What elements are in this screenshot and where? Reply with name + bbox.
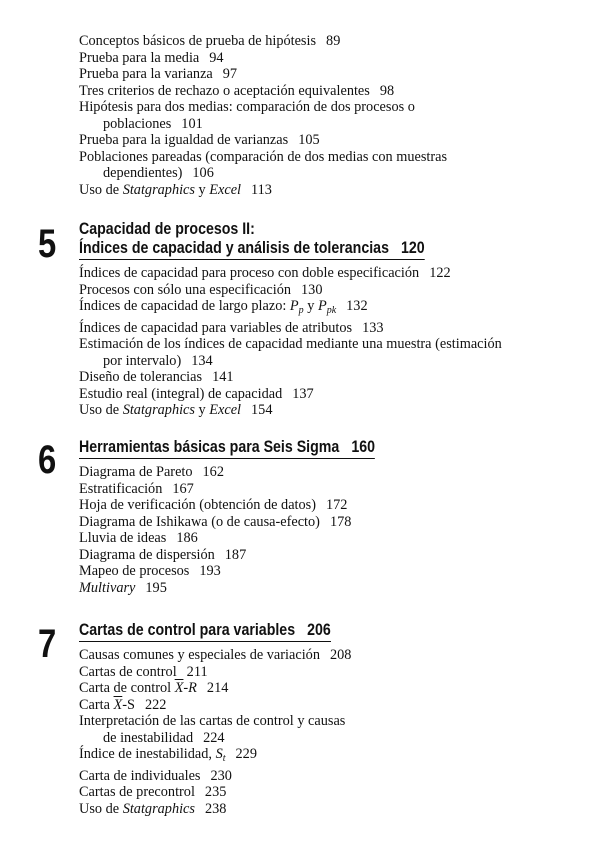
toc-entry: Estimación de los índices de capacidad mediante una muestra (estimación por intervalo) 134: [79, 336, 502, 369]
chapter-entry-list: [79, 647, 569, 817]
toc-entry: Multivary 195: [79, 579, 167, 596]
toc-entry: Procesos con sólo una especificación 130: [79, 281, 323, 298]
chapter-title-line1: Capacidad de procesos II:: [79, 220, 255, 238]
toc-entry: Estratificación 167: [79, 480, 194, 497]
chapter-number: 5: [38, 222, 57, 266]
toc-entry: Cartas de control 211: [79, 663, 208, 680]
toc-entry: Diagrama de Pareto 162: [79, 464, 224, 480]
toc-entry: Interpretación de las cartas de control y causas de inestabilidad 224: [79, 713, 346, 746]
toc-entry: Cartas de precontrol 235: [79, 784, 227, 800]
chapter-entry-list: [79, 464, 569, 596]
toc-entry: Causas comunes y especiales de variación 208: [79, 647, 352, 663]
chapter-6: [38, 438, 578, 608]
toc-entry: Uso de Statgraphics y Excel 113: [79, 181, 272, 198]
toc-entry: Carta $\overline{X}-S$ 222: [79, 696, 167, 713]
toc-entry: Índices de capacidad para proceso con doble especificación 122: [79, 265, 451, 281]
toc-entry: Estudio real (integral) de capacidad 137: [79, 385, 314, 402]
toc-entry: Hoja de verificación (obtención de datos) 172: [79, 497, 348, 513]
toc-entry: Diagrama de Ishikawa (o de causa-efecto) 178: [79, 513, 352, 530]
toc-entry: Índices de capacidad de largo plazo: $P_p$ y $P_{pk}$ 132: [79, 298, 368, 316]
toc-entry: Carta de individuales 230: [79, 767, 232, 784]
toc-entry: Diseño de tolerancias 141: [79, 369, 234, 385]
toc-entry: Prueba para la varianza 97: [79, 66, 238, 82]
toc-entry: Lluvia de ideas 186: [79, 530, 198, 546]
toc-entry: Prueba para la media 94: [79, 49, 224, 66]
toc-entry: Índice de inestabilidad, $S_t$ 229: [79, 746, 257, 764]
chapter-title: Herramientas básicas para Seis Sigma 160: [79, 438, 375, 459]
chapter-page: 206: [307, 621, 331, 639]
toc-entry: Hipótesis para dos medias: comparación de dos procesos o poblaciones 101: [79, 99, 415, 132]
toc-entry: Prueba para la igualdad de varianzas 105: [79, 132, 320, 148]
chapter-5: [38, 220, 578, 420]
chapter-title: Cartas de control para variables 206: [79, 621, 331, 642]
toc-entry: Tres criterios de rechazo o aceptación equivalentes 98: [79, 82, 395, 99]
toc-entry: Conceptos básicos de prueba de hipótesis 89: [79, 33, 341, 49]
toc-entry: Carta de control $\overline{X}-R$ 214: [79, 680, 229, 696]
chapter-number: 7: [38, 622, 57, 666]
chapter-page: 120: [401, 239, 425, 257]
chapter-title: Índices de capacidad y análisis de tolerancias 120: [79, 239, 425, 260]
toc-entry: Mapeo de procesos 193: [79, 563, 221, 579]
chapter-entry-list: [79, 265, 569, 419]
chapter-page: 160: [351, 438, 376, 456]
chapter-number: 6: [38, 438, 57, 482]
top-entry-list: [79, 33, 579, 198]
toc-entry: Diagrama de dispersión 187: [79, 546, 247, 563]
toc-entry: Uso de Statgraphics y Excel 154: [79, 402, 273, 418]
toc-entry: Índices de capacidad para variables de atributos 133: [79, 319, 384, 336]
toc-entry: Poblaciones pareadas (comparación de dos medias con muestras dependientes) 106: [79, 148, 448, 181]
chapter-7: [38, 621, 578, 821]
toc-entry: Uso de Statgraphics 238: [79, 800, 227, 817]
